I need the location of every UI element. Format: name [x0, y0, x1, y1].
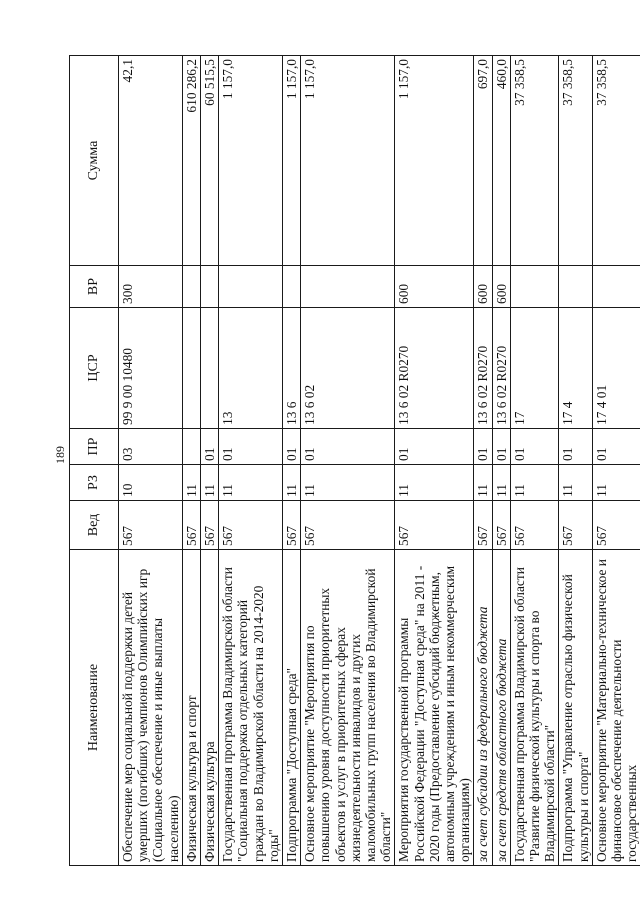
header-sum: Сумма [70, 56, 119, 266]
cell-rz: 11 [592, 465, 640, 501]
cell-rz: 11 [559, 465, 592, 501]
cell-pr: 01 [592, 429, 640, 465]
cell-csr: 13 6 02 R0270 [474, 308, 492, 429]
cell-sum: 1 157,0 [219, 56, 283, 266]
cell-csr: 17 [510, 308, 559, 429]
table-header-row [70, 56, 119, 866]
cell-vr [182, 266, 200, 308]
cell-pr: 01 [301, 429, 395, 465]
table-row [119, 56, 183, 866]
table-body [119, 56, 640, 866]
cell-name: Обеспечение мер социальной поддержки детей умерших (погибших) чемпионов Олимпийских игр (Социальное обеспечение и иные выплаты населению) [119, 550, 183, 866]
table-row [510, 56, 559, 866]
cell-csr: 13 6 [283, 308, 301, 429]
table-row [592, 56, 640, 866]
cell-ved: 567 [395, 501, 474, 550]
table-row [182, 56, 200, 866]
cell-vr [592, 266, 640, 308]
cell-ved: 567 [119, 501, 183, 550]
cell-rz: 11 [510, 465, 559, 501]
cell-name: Физическая культура [201, 550, 219, 866]
cell-vr: 600 [395, 266, 474, 308]
cell-pr: 01 [283, 429, 301, 465]
cell-csr: 13 6 02 [301, 308, 395, 429]
table-row [283, 56, 301, 866]
cell-vr [559, 266, 592, 308]
header-name: Наименование [70, 550, 119, 866]
cell-rz: 11 [182, 465, 200, 501]
cell-vr [219, 266, 283, 308]
cell-name: Основное мероприятие "Материально-техническое и финансовое обеспечение деятельности государственных [592, 550, 640, 866]
budget-table [69, 55, 640, 866]
cell-sum: 1 157,0 [395, 56, 474, 266]
cell-pr: 01 [492, 429, 510, 465]
cell-sum: 460,0 [492, 56, 510, 266]
cell-vr: 600 [474, 266, 492, 308]
cell-rz: 11 [474, 465, 492, 501]
cell-rz: 11 [283, 465, 301, 501]
header-ved: Вед [70, 501, 119, 550]
cell-pr: 01 [559, 429, 592, 465]
cell-name: Подпрограмма "Доступная среда" [283, 550, 301, 866]
cell-ved: 567 [510, 501, 559, 550]
table-row [301, 56, 395, 866]
table-row [492, 56, 510, 866]
cell-csr: 13 6 02 R0270 [492, 308, 510, 429]
cell-ved: 567 [559, 501, 592, 550]
cell-sum: 37 358,5 [510, 56, 559, 266]
cell-sum: 37 358,5 [559, 56, 592, 266]
rotated-table-page [69, 56, 640, 866]
cell-sum: 610 286,2 [182, 56, 200, 266]
cell-csr [182, 308, 200, 429]
cell-pr: 01 [201, 429, 219, 465]
cell-pr: 01 [395, 429, 474, 465]
cell-pr: 01 [474, 429, 492, 465]
cell-pr: 01 [510, 429, 559, 465]
cell-name: за счет средств областного бюджета [492, 550, 510, 866]
cell-name: за счет субсидии из федерального бюджета [474, 550, 492, 866]
cell-name: Государственная программа Владимирской области "Социальная поддержка отдельных категорий граждан во Владимирской области на 2014-2020 годы" [219, 550, 283, 866]
header-pr: ПР [70, 429, 119, 465]
cell-pr: 03 [119, 429, 183, 465]
cell-sum: 1 157,0 [301, 56, 395, 266]
cell-rz: 11 [492, 465, 510, 501]
cell-rz: 11 [219, 465, 283, 501]
cell-name: Подпрограмма "Управление отраслью физической культуры и спорта" [559, 550, 592, 866]
page-number: 189 [53, 446, 67, 464]
cell-pr [182, 429, 200, 465]
cell-ved: 567 [474, 501, 492, 550]
cell-rz: 10 [119, 465, 183, 501]
cell-name: Физическая культура и спорт [182, 550, 200, 866]
cell-sum: 60 515,5 [201, 56, 219, 266]
table-row [559, 56, 592, 866]
cell-pr: 01 [219, 429, 283, 465]
header-vr: ВР [70, 266, 119, 308]
cell-ved: 567 [283, 501, 301, 550]
cell-vr [510, 266, 559, 308]
cell-ved: 567 [201, 501, 219, 550]
cell-rz: 11 [301, 465, 395, 501]
cell-ved: 567 [592, 501, 640, 550]
cell-vr [301, 266, 395, 308]
cell-vr: 600 [492, 266, 510, 308]
header-rz: РЗ [70, 465, 119, 501]
cell-csr: 17 4 01 [592, 308, 640, 429]
cell-sum: 697,0 [474, 56, 492, 266]
cell-csr: 99 9 00 10480 [119, 308, 183, 429]
cell-ved: 567 [182, 501, 200, 550]
header-csr: ЦСР [70, 308, 119, 429]
cell-sum: 37 358,5 [592, 56, 640, 266]
cell-ved: 567 [219, 501, 283, 550]
cell-name: Мероприятия государственной программы Российской Федерации "Доступная среда" на 2011 - 2020 годы (Предоставление субсидий бюджетным, автономным учреждениям и иным некоммерческим организациям) [395, 550, 474, 866]
cell-csr: 13 6 02 R0270 [395, 308, 474, 429]
cell-vr [201, 266, 219, 308]
cell-csr: 13 [219, 308, 283, 429]
cell-vr: 300 [119, 266, 183, 308]
table-row [395, 56, 474, 866]
cell-vr [283, 266, 301, 308]
cell-name: Основное мероприятие "Мероприятия по повышению уровня доступности приоритетных объектов и услуг в приоритетных сферах жизнедеятельности инвалидов и других маломобильных групп населения во Владимирской области" [301, 550, 395, 866]
cell-csr [201, 308, 219, 429]
cell-rz: 11 [395, 465, 474, 501]
cell-ved: 567 [301, 501, 395, 550]
table-row [219, 56, 283, 866]
table-row [474, 56, 492, 866]
cell-csr: 17 4 [559, 308, 592, 429]
cell-sum: 42,1 [119, 56, 183, 266]
cell-ved: 567 [492, 501, 510, 550]
cell-rz: 11 [201, 465, 219, 501]
cell-sum: 1 157,0 [283, 56, 301, 266]
cell-name: Государственная программа Владимирской области "Развитие физической культуры и спорта во Владимирской области" [510, 550, 559, 866]
table-row [201, 56, 219, 866]
